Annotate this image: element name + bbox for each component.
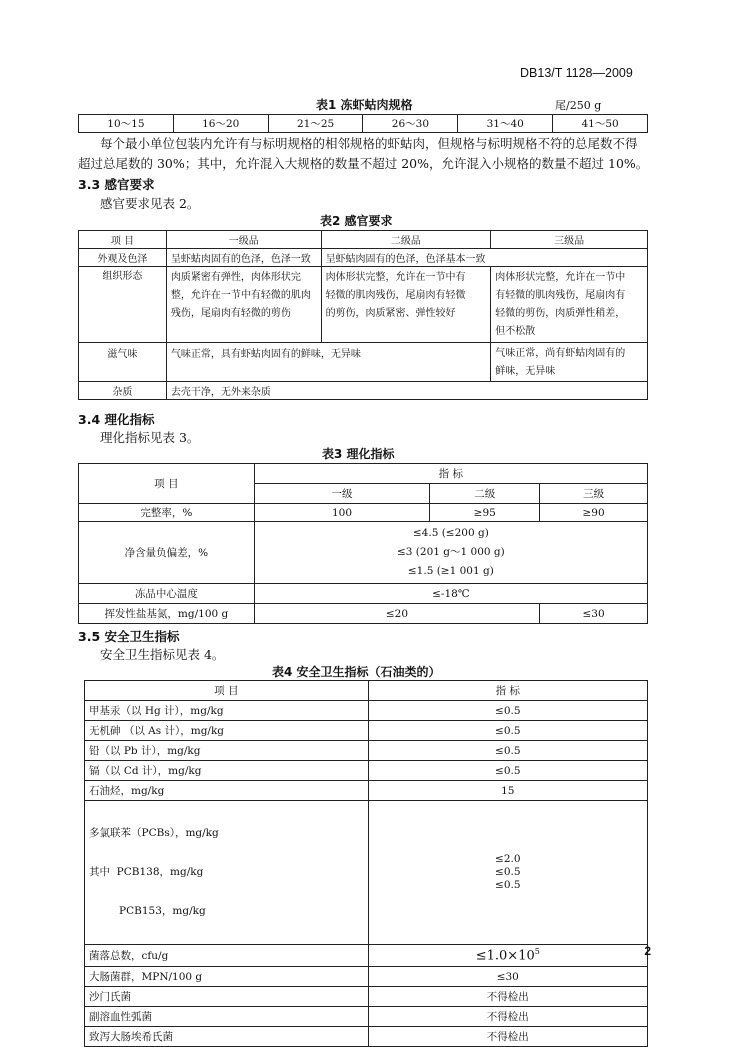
table2-cell [491,267,648,343]
table2-header: 三级品 [491,231,648,249]
table4-value: ≤0.5 [368,761,647,781]
table2 [78,230,648,400]
table3-cell: ≥95 [430,504,540,522]
table4-item: 石油烃，mg/kg [85,781,369,801]
table4-item: 菌落总数，cfu/g [85,945,369,967]
table3-cell [254,522,647,584]
table3-item: 净含量负偏差，% [79,522,255,584]
table2-caption: 表2 感官要求 [320,214,393,228]
cell-line: 轻微的剪伤，肉质弹性稍差， [495,308,626,319]
table4-value [368,945,647,967]
table4-value [368,801,647,945]
table2-cell [491,343,648,382]
table4-header-item: 项 目 [85,681,369,701]
table4-header-index: 指 标 [368,681,647,701]
table4-item [85,801,369,945]
cell-line: 残伤，尾扇肉有轻微的剪伤 [170,308,291,319]
cell-line: ≤2.0 [495,853,521,865]
table2-cell: 去壳干净，无外来杂质 [166,382,647,400]
cell-line: 其中 PCB138，mg/kg [89,866,204,878]
table4 [84,680,648,1047]
table3-grade: 一级 [254,484,430,504]
table3-cell: 100 [254,504,430,522]
table2-cell [321,267,491,343]
table4-value: 不得检出 [368,1027,647,1047]
cell-line: 肉体形状完整，允许在一节中有 [325,272,466,283]
table1-cell: 41～50 [553,115,648,133]
table2-cell: 呈虾蛄肉固有的色泽，色泽一致 [166,249,321,267]
note-line: 超过总尾数的 30%；其中，允许混入大规格的数量不超过 20%，允许混入小规格的数量不超过 10%。 [78,156,649,171]
table4-item: 大肠菌群，MPN/100 g [85,967,369,987]
cell-line: 肉质紧密有弹性，肉体形状完 [170,272,301,283]
cell-line: ≤0.5 [495,866,521,878]
table1-caption: 表1 冻虾蛄肉规格 [316,98,413,112]
table3-grade: 三级 [540,484,648,504]
table3-header-index: 指 标 [254,464,647,484]
table3-cell: ≤-18℃ [254,584,647,604]
table2-cell [166,267,321,343]
cell-line: ≤1.5 (≥1 001 g) [407,565,494,577]
table2-header: 一级品 [166,231,321,249]
table4-item: 铅（以 Pb 计），mg/kg [85,741,369,761]
table3 [78,463,648,624]
table4-item: 镉（以 Cd 计），mg/kg [85,761,369,781]
table4-item: 副溶血性弧菌 [85,1007,369,1027]
cell-line: 但不松散 [495,326,536,337]
table4-item: 致泻大肠埃希氏菌 [85,1027,369,1047]
table1-cell: 10～15 [79,115,174,133]
note-line: 每个最小单位包装内允许有与标明规格的相邻规格的虾蛄肉，但规格与标明规格不符的总尾数不得 [100,136,638,151]
cell-line: 气味正常，尚有虾蛄肉固有的 [495,348,626,359]
table3-header-item: 项 目 [79,464,255,504]
cell-line: 肉体形状完整，允许在一节中 [495,272,626,283]
table3-cell: ≤30 [540,604,648,624]
table3-item: 冻品中心温度 [79,584,255,604]
table1-cell: 31～40 [458,115,553,133]
section-text: 感官要求见表 2。 [100,196,200,211]
section-title: 3.5 安全卫生指标 [78,629,180,644]
table3-cell: ≥90 [540,504,648,522]
table1-cell: 21～25 [268,115,363,133]
table2-cell: 呈虾蛄肉固有的色泽，色泽基本一致 [321,249,647,267]
table2-item: 杂质 [79,382,167,400]
value-exponent: 5 [534,947,540,957]
table3-grade: 二级 [430,484,540,504]
table3-item: 挥发性盐基氮，mg/100 g [79,604,255,624]
cell-line: PCB153，mg/kg [89,905,206,917]
table2-cell: 气味正常，具有虾蛄肉固有的鲜味，无异味 [166,343,490,382]
table4-value: ≤0.5 [368,721,647,741]
document-header: DB13/T 1128—2009 [520,66,633,80]
table2-item: 组织形态 [79,267,167,343]
cell-line: ≤3 (201 g～1 000 g) [396,546,505,558]
table4-item: 无机砷 （以 As 计），mg/kg [85,721,369,741]
table1-cell: 16～20 [173,115,268,133]
table1-unit: 尾/250 g [555,99,602,112]
cell-line: 的剪伤，肉质紧密、弹性较好 [325,308,456,319]
table4-value: ≤30 [368,967,647,987]
table2-item: 外观及色泽 [79,249,167,267]
table1 [78,114,648,133]
table1-cell: 26～30 [363,115,458,133]
table4-caption: 表4 安全卫生指标（石油类的） [272,665,441,679]
section-text: 理化指标见表 3。 [100,430,200,445]
section-text: 安全卫生指标见表 4。 [100,647,225,662]
table3-cell: ≤20 [254,604,539,624]
value-text: ≤1.0×10 [475,948,535,964]
cell-line: 多氯联苯（PCBs），mg/kg [89,827,219,839]
table4-value: 不得检出 [368,1007,647,1027]
table4-item: 沙门氏菌 [85,987,369,1007]
cell-line: 整，允许在一节中有轻微的肌肉 [170,290,311,301]
table4-value: ≤0.5 [368,701,647,721]
cell-line: 有轻微的肌肉残伤，尾扇肉有 [495,290,626,301]
table4-value: 不得检出 [368,987,647,1007]
table4-item: 甲基汞（以 Hg 计），mg/kg [85,701,369,721]
cell-line: ≤0.5 [495,879,521,891]
page-number: 2 [644,944,651,958]
cell-line: 鲜味，无异味 [495,366,556,377]
table2-header: 项 目 [79,231,167,249]
table3-caption: 表3 理化指标 [322,447,395,461]
table2-header: 二级品 [321,231,491,249]
section-title: 3.3 感官要求 [78,177,155,192]
cell-line: ≤4.5 (≤200 g) [412,527,489,539]
table3-item: 完整率，% [79,504,255,522]
table4-value: 15 [368,781,647,801]
table4-value: ≤0.5 [368,741,647,761]
cell-line: 轻微的肌肉残伤，尾扇肉有轻微 [325,290,466,301]
section-title: 3.4 理化指标 [78,412,155,427]
table2-item: 滋气味 [79,343,167,382]
